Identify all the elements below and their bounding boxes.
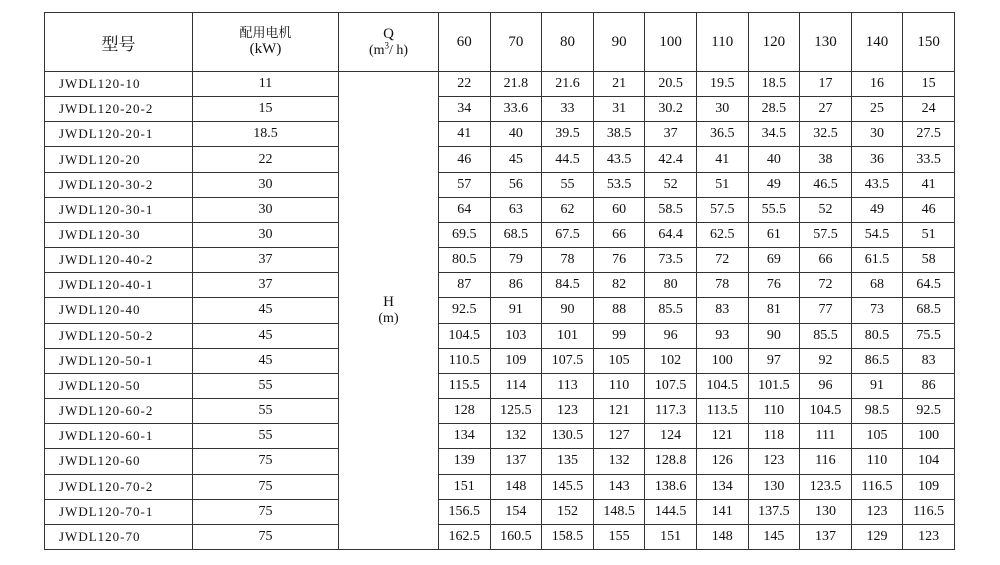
flow-unit-tail: / h) (389, 42, 409, 58)
head-value-cell: 141 (696, 499, 748, 524)
flow-value-header: 110 (696, 13, 748, 72)
head-value-cell: 52 (800, 197, 852, 222)
flow-symbol: Q (383, 25, 394, 42)
head-value-cell: 113 (542, 373, 594, 398)
model-cell: JWDL120-60-1 (45, 424, 193, 449)
head-value-cell: 87 (439, 273, 491, 298)
head-value-cell: 127 (593, 424, 645, 449)
head-value-cell: 55 (542, 172, 594, 197)
table-row (45, 172, 955, 197)
table-row (45, 147, 955, 172)
head-value-cell: 110 (593, 373, 645, 398)
head-value-cell: 160.5 (490, 524, 542, 549)
head-value-cell: 49 (851, 197, 903, 222)
head-value-cell: 38.5 (593, 122, 645, 147)
head-value-cell: 137.5 (748, 499, 800, 524)
head-value-cell: 125.5 (490, 399, 542, 424)
table-row (45, 323, 955, 348)
head-value-cell: 72 (800, 273, 852, 298)
head-value-cell: 57 (439, 172, 491, 197)
head-value-cell: 117.3 (645, 399, 697, 424)
head-value-cell: 61 (748, 222, 800, 247)
head-value-cell: 27.5 (903, 122, 955, 147)
head-value-cell: 109 (490, 348, 542, 373)
model-cell: JWDL120-60 (45, 449, 193, 474)
motor-power-cell: 15 (193, 97, 339, 122)
head-value-cell: 22 (439, 72, 491, 97)
head-value-cell: 79 (490, 248, 542, 273)
head-value-cell: 17 (800, 72, 852, 97)
head-value-cell: 91 (851, 373, 903, 398)
head-value-cell: 116.5 (903, 499, 955, 524)
motor-power-cell: 45 (193, 298, 339, 323)
table-row (45, 248, 955, 273)
head-value-cell: 123 (542, 399, 594, 424)
head-value-cell: 98.5 (851, 399, 903, 424)
head-value-cell: 128.8 (645, 449, 697, 474)
head-value-cell: 42.4 (645, 147, 697, 172)
head-value-cell: 62.5 (696, 222, 748, 247)
head-value-cell: 45 (490, 147, 542, 172)
motor-power-cell: 55 (193, 373, 339, 398)
head-value-cell: 118 (748, 424, 800, 449)
head-value-cell: 60 (593, 197, 645, 222)
head-value-cell: 16 (851, 72, 903, 97)
motor-power-cell: 55 (193, 399, 339, 424)
head-value-cell: 121 (593, 399, 645, 424)
head-value-cell: 46 (439, 147, 491, 172)
head-value-cell: 132 (593, 449, 645, 474)
head-value-cell: 34.5 (748, 122, 800, 147)
motor-power-cell: 30 (193, 222, 339, 247)
table-row (45, 399, 955, 424)
head-value-cell: 73.5 (645, 248, 697, 273)
head-value-cell: 38 (800, 147, 852, 172)
head-value-cell: 148 (490, 474, 542, 499)
head-value-cell: 104.5 (800, 399, 852, 424)
head-value-cell: 57.5 (800, 222, 852, 247)
head-value-cell: 43.5 (593, 147, 645, 172)
head-value-cell: 64.4 (645, 222, 697, 247)
head-value-cell: 73 (851, 298, 903, 323)
head-value-cell: 130.5 (542, 424, 594, 449)
head-value-cell: 110.5 (439, 348, 491, 373)
head-value-cell: 123 (851, 499, 903, 524)
head-value-cell: 40 (490, 122, 542, 147)
table-row (45, 348, 955, 373)
head-value-cell: 72 (696, 248, 748, 273)
model-cell: JWDL120-70-2 (45, 474, 193, 499)
head-value-cell: 58 (903, 248, 955, 273)
head-value-cell: 116 (800, 449, 852, 474)
head-value-cell: 93 (696, 323, 748, 348)
head-value-cell: 66 (593, 222, 645, 247)
head-value-cell: 86 (490, 273, 542, 298)
head-value-cell: 31 (593, 97, 645, 122)
head-value-cell: 80.5 (439, 248, 491, 273)
flow-value-header: 80 (542, 13, 594, 72)
head-value-cell: 62 (542, 197, 594, 222)
head-value-cell: 96 (645, 323, 697, 348)
head-value-cell: 36.5 (696, 122, 748, 147)
head-value-cell: 113.5 (696, 399, 748, 424)
head-value-cell: 151 (439, 474, 491, 499)
head-value-cell: 130 (800, 499, 852, 524)
head-value-cell: 76 (593, 248, 645, 273)
head-value-cell: 41 (696, 147, 748, 172)
motor-power-cell: 22 (193, 147, 339, 172)
head-value-cell: 57.5 (696, 197, 748, 222)
model-cell: JWDL120-40-2 (45, 248, 193, 273)
table-row (45, 373, 955, 398)
flow-column-header (339, 13, 439, 72)
head-value-cell: 121 (696, 424, 748, 449)
head-value-cell: 27 (800, 97, 852, 122)
head-value-cell: 123 (903, 524, 955, 549)
model-cell: JWDL120-20 (45, 147, 193, 172)
head-value-cell: 84.5 (542, 273, 594, 298)
motor-power-cell: 18.5 (193, 122, 339, 147)
head-label-cell (339, 72, 439, 550)
motor-power-cell: 37 (193, 248, 339, 273)
model-cell: JWDL120-60-2 (45, 399, 193, 424)
head-value-cell: 41 (903, 172, 955, 197)
flow-value-header: 140 (851, 13, 903, 72)
head-value-cell: 143 (593, 474, 645, 499)
flow-unit-exponent: 3 (384, 39, 389, 50)
table-row (45, 298, 955, 323)
flow-value-header: 70 (490, 13, 542, 72)
head-value-cell: 56 (490, 172, 542, 197)
table-body (45, 72, 955, 550)
head-value-cell: 92.5 (903, 399, 955, 424)
flow-unit (339, 39, 438, 59)
head-value-cell: 61.5 (851, 248, 903, 273)
table-row (45, 197, 955, 222)
head-value-cell: 32.5 (800, 122, 852, 147)
head-value-cell: 156.5 (439, 499, 491, 524)
head-symbol: H (383, 294, 394, 310)
head-value-cell: 105 (593, 348, 645, 373)
model-cell: JWDL120-70 (45, 524, 193, 549)
head-value-cell: 80.5 (851, 323, 903, 348)
head-value-cell: 103 (490, 323, 542, 348)
head-value-cell: 130 (748, 474, 800, 499)
head-value-cell: 135 (542, 449, 594, 474)
head-value-cell: 96 (800, 373, 852, 398)
model-cell: JWDL120-30-2 (45, 172, 193, 197)
head-value-cell: 129 (851, 524, 903, 549)
table-row (45, 449, 955, 474)
head-value-cell: 33.5 (903, 147, 955, 172)
head-value-cell: 76 (748, 273, 800, 298)
head-value-cell: 116.5 (851, 474, 903, 499)
head-value-cell: 115.5 (439, 373, 491, 398)
head-value-cell: 40 (748, 147, 800, 172)
motor-power-cell: 30 (193, 172, 339, 197)
flow-value-header: 120 (748, 13, 800, 72)
head-value-cell: 41 (439, 122, 491, 147)
head-value-cell: 66 (800, 248, 852, 273)
flow-value-header: 100 (645, 13, 697, 72)
head-value-cell: 92.5 (439, 298, 491, 323)
head-value-cell: 134 (696, 474, 748, 499)
head-value-cell: 134 (439, 424, 491, 449)
head-value-cell: 51 (903, 222, 955, 247)
head-value-cell: 124 (645, 424, 697, 449)
head-value-cell: 137 (800, 524, 852, 549)
model-cell: JWDL120-50-1 (45, 348, 193, 373)
flow-value-header: 60 (439, 13, 491, 72)
head-value-cell: 92 (800, 348, 852, 373)
head-value-cell: 104.5 (439, 323, 491, 348)
table-row (45, 524, 955, 549)
head-value-cell: 77 (800, 298, 852, 323)
head-value-cell: 123 (748, 449, 800, 474)
head-value-cell: 78 (696, 273, 748, 298)
head-value-cell: 88 (593, 298, 645, 323)
model-cell: JWDL120-10 (45, 72, 193, 97)
head-value-cell: 145.5 (542, 474, 594, 499)
head-value-cell: 52 (645, 172, 697, 197)
head-value-cell: 69 (748, 248, 800, 273)
head-value-cell: 81 (748, 298, 800, 323)
head-value-cell: 155 (593, 524, 645, 549)
head-value-cell: 101 (542, 323, 594, 348)
flow-value-header: 130 (800, 13, 852, 72)
head-value-cell: 110 (748, 399, 800, 424)
table-row (45, 499, 955, 524)
head-value-cell: 100 (696, 348, 748, 373)
head-value-cell: 137 (490, 449, 542, 474)
model-cell: JWDL120-30 (45, 222, 193, 247)
head-value-cell: 138.6 (645, 474, 697, 499)
model-cell: JWDL120-20-2 (45, 97, 193, 122)
head-value-cell: 75.5 (903, 323, 955, 348)
head-value-cell: 128 (439, 399, 491, 424)
model-cell: JWDL120-40 (45, 298, 193, 323)
head-value-cell: 18.5 (748, 72, 800, 97)
head-value-cell: 107.5 (645, 373, 697, 398)
head-value-cell: 80 (645, 273, 697, 298)
motor-power-label: 配用电机 (239, 26, 292, 41)
head-value-cell: 15 (903, 72, 955, 97)
motor-power-cell: 30 (193, 197, 339, 222)
table-row (45, 424, 955, 449)
head-value-cell: 152 (542, 499, 594, 524)
head-value-cell: 83 (696, 298, 748, 323)
head-value-cell: 33.6 (490, 97, 542, 122)
motor-power-cell: 75 (193, 474, 339, 499)
head-value-cell: 90 (748, 323, 800, 348)
head-value-cell: 83 (903, 348, 955, 373)
model-cell: JWDL120-50-2 (45, 323, 193, 348)
head-value-cell: 110 (851, 449, 903, 474)
model-cell: JWDL120-20-1 (45, 122, 193, 147)
head-value-cell: 91 (490, 298, 542, 323)
model-column-header: 型号 (45, 13, 193, 72)
head-value-cell: 104.5 (696, 373, 748, 398)
head-value-cell: 34 (439, 97, 491, 122)
head-value-cell: 21 (593, 72, 645, 97)
head-value-cell: 30 (851, 122, 903, 147)
head-value-cell: 154 (490, 499, 542, 524)
head-value-cell: 21.8 (490, 72, 542, 97)
head-value-cell: 158.5 (542, 524, 594, 549)
table-row (45, 97, 955, 122)
head-value-cell: 82 (593, 273, 645, 298)
head-value-cell: 78 (542, 248, 594, 273)
motor-power-cell: 45 (193, 348, 339, 373)
head-value-cell: 19.5 (696, 72, 748, 97)
table-row (45, 474, 955, 499)
head-value-cell: 85.5 (645, 298, 697, 323)
model-cell: JWDL120-30-1 (45, 197, 193, 222)
head-value-cell: 162.5 (439, 524, 491, 549)
head-value-cell: 132 (490, 424, 542, 449)
flow-unit-base: (m (368, 42, 385, 58)
model-cell: JWDL120-70-1 (45, 499, 193, 524)
head-value-cell: 104 (903, 449, 955, 474)
head-value-cell: 148.5 (593, 499, 645, 524)
motor-power-cell: 55 (193, 424, 339, 449)
flow-value-header: 150 (903, 13, 955, 72)
head-value-cell: 86 (903, 373, 955, 398)
head-value-cell: 97 (748, 348, 800, 373)
head-value-cell: 30.2 (645, 97, 697, 122)
head-value-cell: 46 (903, 197, 955, 222)
motor-power-cell: 75 (193, 524, 339, 549)
head-value-cell: 25 (851, 97, 903, 122)
table-header-row (45, 13, 955, 72)
head-value-cell: 139 (439, 449, 491, 474)
head-value-cell: 53.5 (593, 172, 645, 197)
head-value-cell: 55.5 (748, 197, 800, 222)
pump-performance-table (44, 12, 955, 550)
motor-power-unit: (kW) (249, 41, 282, 57)
head-value-cell: 114 (490, 373, 542, 398)
head-value-cell: 123.5 (800, 474, 852, 499)
motor-power-cell: 37 (193, 273, 339, 298)
head-value-cell: 37 (645, 122, 697, 147)
head-value-cell: 36 (851, 147, 903, 172)
table-row (45, 122, 955, 147)
head-value-cell: 64 (439, 197, 491, 222)
head-value-cell: 145 (748, 524, 800, 549)
head-value-cell: 30 (696, 97, 748, 122)
head-value-cell: 21.6 (542, 72, 594, 97)
head-value-cell: 51 (696, 172, 748, 197)
head-value-cell: 33 (542, 97, 594, 122)
head-value-cell: 54.5 (851, 222, 903, 247)
head-value-cell: 64.5 (903, 273, 955, 298)
head-value-cell: 63 (490, 197, 542, 222)
head-value-cell: 24 (903, 97, 955, 122)
head-value-cell: 107.5 (542, 348, 594, 373)
head-value-cell: 68.5 (903, 298, 955, 323)
table-row (45, 72, 955, 97)
head-value-cell: 126 (696, 449, 748, 474)
head-value-cell: 101.5 (748, 373, 800, 398)
head-value-cell: 44.5 (542, 147, 594, 172)
motor-power-column-header (193, 13, 339, 72)
motor-power-cell: 75 (193, 449, 339, 474)
head-value-cell: 67.5 (542, 222, 594, 247)
head-value-cell: 85.5 (800, 323, 852, 348)
head-value-cell: 86.5 (851, 348, 903, 373)
motor-power-cell: 75 (193, 499, 339, 524)
motor-power-cell: 11 (193, 72, 339, 97)
flow-value-header: 90 (593, 13, 645, 72)
model-cell: JWDL120-50 (45, 373, 193, 398)
head-value-cell: 109 (903, 474, 955, 499)
head-value-cell: 68.5 (490, 222, 542, 247)
head-value-cell: 90 (542, 298, 594, 323)
table-row (45, 273, 955, 298)
table-row (45, 222, 955, 247)
head-value-cell: 102 (645, 348, 697, 373)
head-value-cell: 151 (645, 524, 697, 549)
head-value-cell: 28.5 (748, 97, 800, 122)
head-value-cell: 58.5 (645, 197, 697, 222)
head-value-cell: 144.5 (645, 499, 697, 524)
head-value-cell: 39.5 (542, 122, 594, 147)
head-value-cell: 100 (903, 424, 955, 449)
motor-power-cell: 45 (193, 323, 339, 348)
head-value-cell: 68 (851, 273, 903, 298)
head-value-cell: 20.5 (645, 72, 697, 97)
head-value-cell: 105 (851, 424, 903, 449)
head-value-cell: 69.5 (439, 222, 491, 247)
head-value-cell: 111 (800, 424, 852, 449)
head-value-cell: 46.5 (800, 172, 852, 197)
head-value-cell: 43.5 (851, 172, 903, 197)
head-value-cell: 148 (696, 524, 748, 549)
head-unit: (m) (378, 311, 399, 326)
head-value-cell: 99 (593, 323, 645, 348)
head-value-cell: 49 (748, 172, 800, 197)
model-cell: JWDL120-40-1 (45, 273, 193, 298)
